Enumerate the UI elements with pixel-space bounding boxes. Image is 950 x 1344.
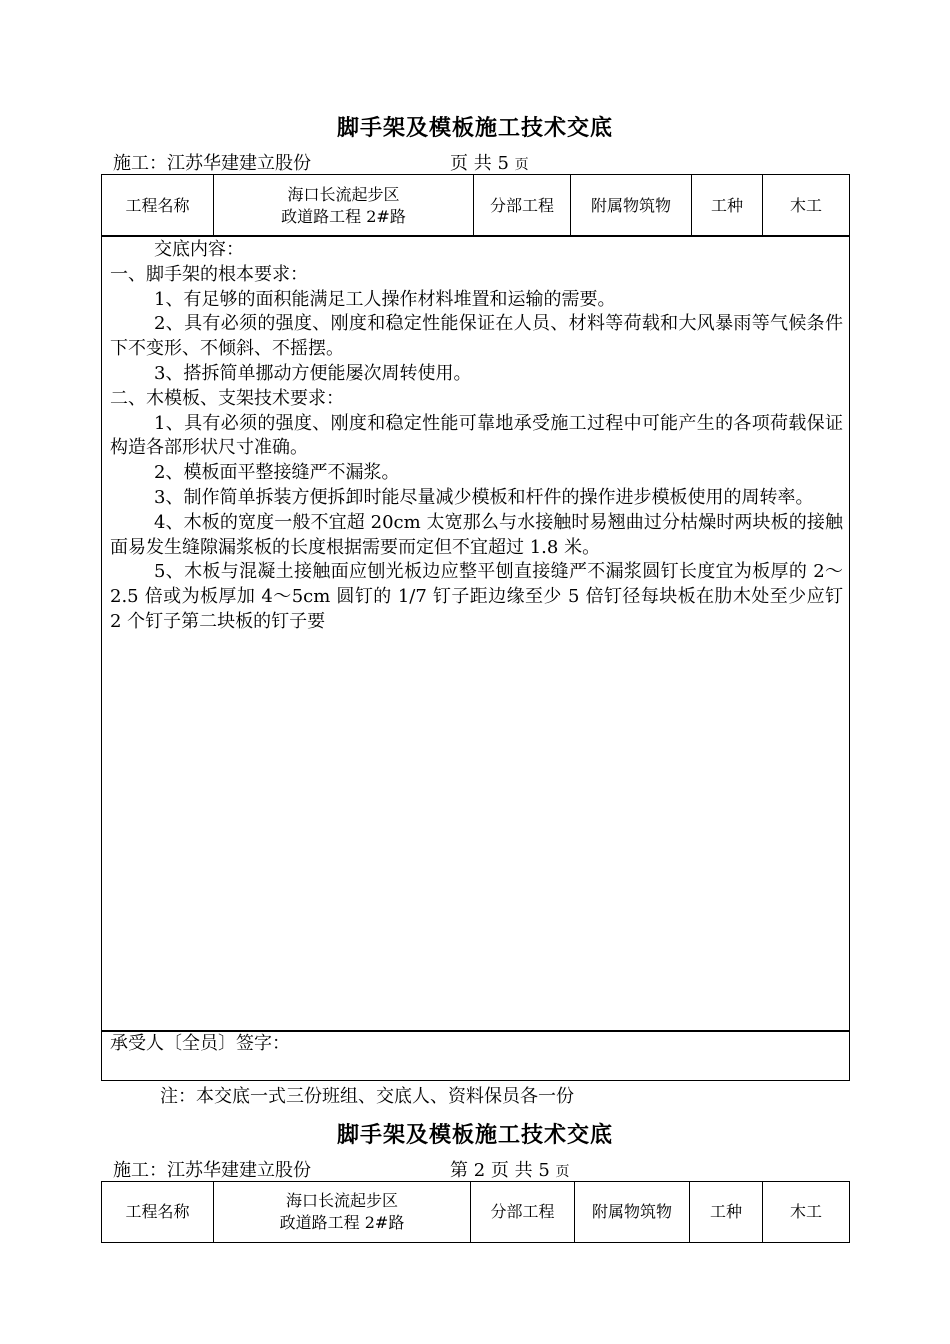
document-title-2: 脚手架及模板施工技术交底 [336,1122,613,1148]
project-name-value [214,1182,471,1243]
document-title: 脚手架及模板施工技术交底 [336,115,613,141]
contractor-name-2: 施工：江苏华建建立股份 [113,1160,311,1181]
contractor-name: 施工：江苏华建建立股份 [113,153,311,174]
project-name-label: 工程名称 [102,175,214,237]
division-label: 分部工程 [474,175,571,237]
project-name-line2: 政道路工程 2#路 [279,1213,405,1232]
page-text-2: 第 2 页 共 5 [450,1160,550,1181]
project-info-table-2 [101,1181,850,1243]
project-name-label: 工程名称 [102,1182,214,1243]
project-name-value [214,175,474,237]
division-label: 分部工程 [471,1182,575,1243]
project-info-table [101,174,850,237]
signature-box [101,1030,850,1081]
section2-item2: 2、模板面平整接缝严不漏浆。 [154,462,400,484]
section1-item3: 3、搭拆简单挪动方便能屡次周转使用。 [154,362,472,384]
page-counter [450,149,529,175]
trade-value: 木工 [763,175,850,237]
contractor-line-2 [113,1156,570,1182]
page-unit-2: 页 [555,1164,570,1180]
section2-item3: 3、制作简单拆装方便拆卸时能尽量减少模板和杆件的操作进步模板使用的周转率。 [154,486,814,508]
project-name-line1: 海口长流起步区 [285,1191,398,1210]
briefing-content [110,238,843,635]
trade-label: 工种 [690,1182,763,1243]
page-counter-2 [450,1156,570,1182]
project-name-line1: 海口长流起步区 [287,184,400,204]
page-unit: 页 [514,157,529,173]
division-value: 附属物筑物 [571,175,692,237]
project-name-line2: 政道路工程 2#路 [281,206,406,226]
section2-item4: 4、木板的宽度一般不宜超 20cm 太宽那么与水接触时易翘曲过分枯燥时两块板的接触面易发生缝隙漏浆板的长度根据需要而定但不宜超过 1.8 米。 [110,511,843,558]
footnote: 注：本交底一式三份班组、交底人、资料保员各一份 [160,1086,574,1107]
section2-item1: 1、具有必须的强度、刚度和稳定性能可靠地承受施工过程中可能产生的各项荷载保证构造各部形状尺寸准确。 [110,412,843,459]
section-heading-1: 一、脚手架的根本要求： [110,263,308,285]
division-value: 附属物筑物 [575,1182,690,1243]
trade-value: 木工 [763,1182,850,1243]
section1-item2: 2、具有必须的强度、刚度和稳定性能保证在人员、材料等荷载和大风暴雨等气候条件下不变形、不倾斜、不摇摆。 [110,313,843,360]
section2-item5: 5、木板与混凝土接触面应刨光板边应整平刨直接缝严不漏浆圆钉长度宜为板厚的 2～2.5 倍或为板厚加 4～5cm 圆钉的 1/7 钉子距边缘至少 5 倍钉径每块板在肋木处至少应钉 2 个钉子第二块板的钉子要 [110,561,843,632]
section-heading-2: 二、木模板、支架技术要求： [110,387,344,409]
trade-label: 工种 [692,175,763,237]
contractor-line [113,149,529,175]
signature-label: 承受人〔全员〕签字： [110,1033,290,1054]
content-heading: 交底内容： [154,239,244,260]
page-text: 页 共 5 [450,153,509,174]
section1-item1: 1、有足够的面积能满足工人操作材料堆置和运输的需要。 [154,288,616,310]
content-box [101,235,850,1032]
